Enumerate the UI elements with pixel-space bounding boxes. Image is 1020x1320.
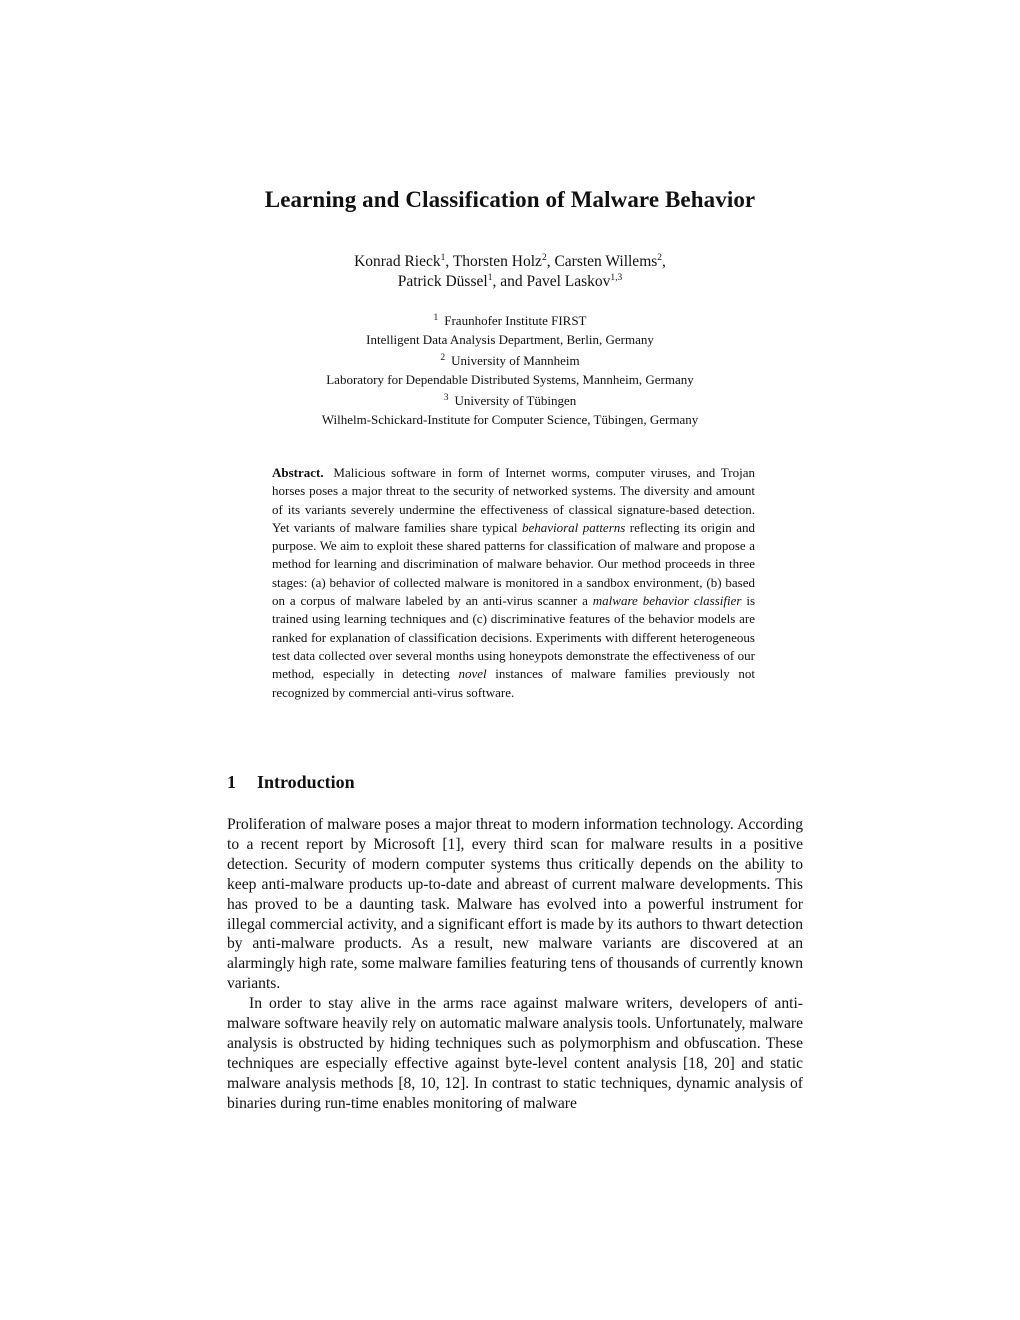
abstract-label: Abstract.	[272, 465, 324, 480]
author-name: Pavel Laskov	[526, 273, 611, 290]
affiliation-institute: $^2$ University of Mannheim	[440, 353, 580, 369]
author-line-2	[0, 272, 1020, 292]
section-number: 1	[227, 772, 236, 792]
author-separator: ,	[546, 253, 555, 270]
abstract-emphasis: malware behavior classifier	[592, 593, 742, 609]
body-paragraph: Proliferation of malware poses a major threat to modern information technology. According to a recent report by Microsoft [1], every third scan for malware results in a positive detection. Security of modern computer systems thus critically depends on the ability to keep anti-malware products up-to-date and abreast of current malware developments. This has proved to be a daunting task. Malware has evolved into a powerful instrument for illegal commercial activity, and a significant effort is made by its authors to thwart detection by anti-malware products. As a result, new malware variants are discovered at an alarmingly high rate, some malware families featuring tens of thousands of currently known variants.	[227, 816, 803, 993]
author-list	[0, 252, 1020, 292]
author-affil-mark: 1,3	[610, 273, 623, 283]
author-separator: , and	[492, 273, 527, 290]
affiliation-institute: $^3$ University of Tübingen	[443, 393, 577, 409]
author-line-1	[0, 252, 1020, 272]
affiliation-number: 3	[443, 393, 449, 404]
affiliation-number: 1	[433, 313, 439, 323]
abstract-emphasis: behavioral patterns	[521, 519, 626, 535]
author-name: Patrick Düssel	[397, 273, 488, 290]
author-affil-mark: 1	[487, 273, 493, 283]
affiliation-list	[0, 309, 1020, 430]
abstract-text: is trained using learning techniques and (c) discriminative features of the behavior models are ranked for explanation of classification decisions. Experiments with different heterogeneous test data collected over several months using honeypots demonstrate the effectiveness of our method, especially in detecting	[272, 593, 756, 682]
author-separator: ,	[445, 253, 453, 270]
abstract	[272, 464, 755, 702]
body-paragraph: In order to stay alive in the arms race against malware writers, developers of anti-malware software heavily rely on automatic malware analysis tools. Unfortunately, malware analysis is obstructed by hiding techniques such as polymorphism and obfuscation. These techniques are especially effective against byte-level content analysis [18, 20] and static malware analysis methods [8, 10, 12]. In contrast to static techniques, dynamic analysis of binaries during run-time enables monitoring of malware	[227, 995, 803, 1112]
body-text	[227, 815, 803, 1114]
affiliation-institute: $^1$ Fraunhofer Institute FIRST	[433, 313, 587, 328]
abstract-text: instances of malware families previously not recognized by commercial anti-virus software.	[272, 666, 755, 700]
author-name: Carsten Willems	[554, 253, 658, 270]
author-affil-mark: 1	[440, 253, 446, 263]
author-affil-mark: 2	[657, 253, 663, 263]
paper-title: Learning and Classification of Malware Behavior	[264, 187, 756, 212]
author-name: Thorsten Holz	[452, 253, 542, 270]
affiliation-department: Wilhelm-Schickard-Institute for Computer Science, Tübingen, Germany	[321, 411, 699, 427]
author-name: Konrad Rieck	[354, 253, 441, 270]
abstract-text: Malicious software in form of Internet worms, computer viruses, and Trojan horses poses a major threat to the security of networked systems. The diversity and amount of its variants severely undermine the effectiveness of classical signature-based detection. Yet variants of malware families share typical	[272, 465, 755, 535]
author-separator: ,	[662, 253, 666, 270]
abstract-text: reflecting its origin and purpose. We aim to exploit these shared patterns for classification of malware and propose a method for learning and discrimination of malware behavior. Our method proceeds in three stages: (a) behavior of collected malware is monitored in a sandbox environment, (b) based on a corpus of malware labeled by an anti-virus scanner a	[272, 519, 755, 609]
affiliation-number: 2	[440, 353, 446, 364]
section-title: Introduction	[257, 772, 355, 792]
section-heading	[227, 772, 355, 793]
affiliation-department: Laboratory for Dependable Distributed Systems, Mannheim, Germany	[326, 371, 694, 387]
author-affil-mark: 2	[541, 253, 547, 263]
affiliation-department: Intelligent Data Analysis Department, Berlin, Germany	[366, 331, 654, 347]
abstract-emphasis: novel	[458, 666, 487, 682]
